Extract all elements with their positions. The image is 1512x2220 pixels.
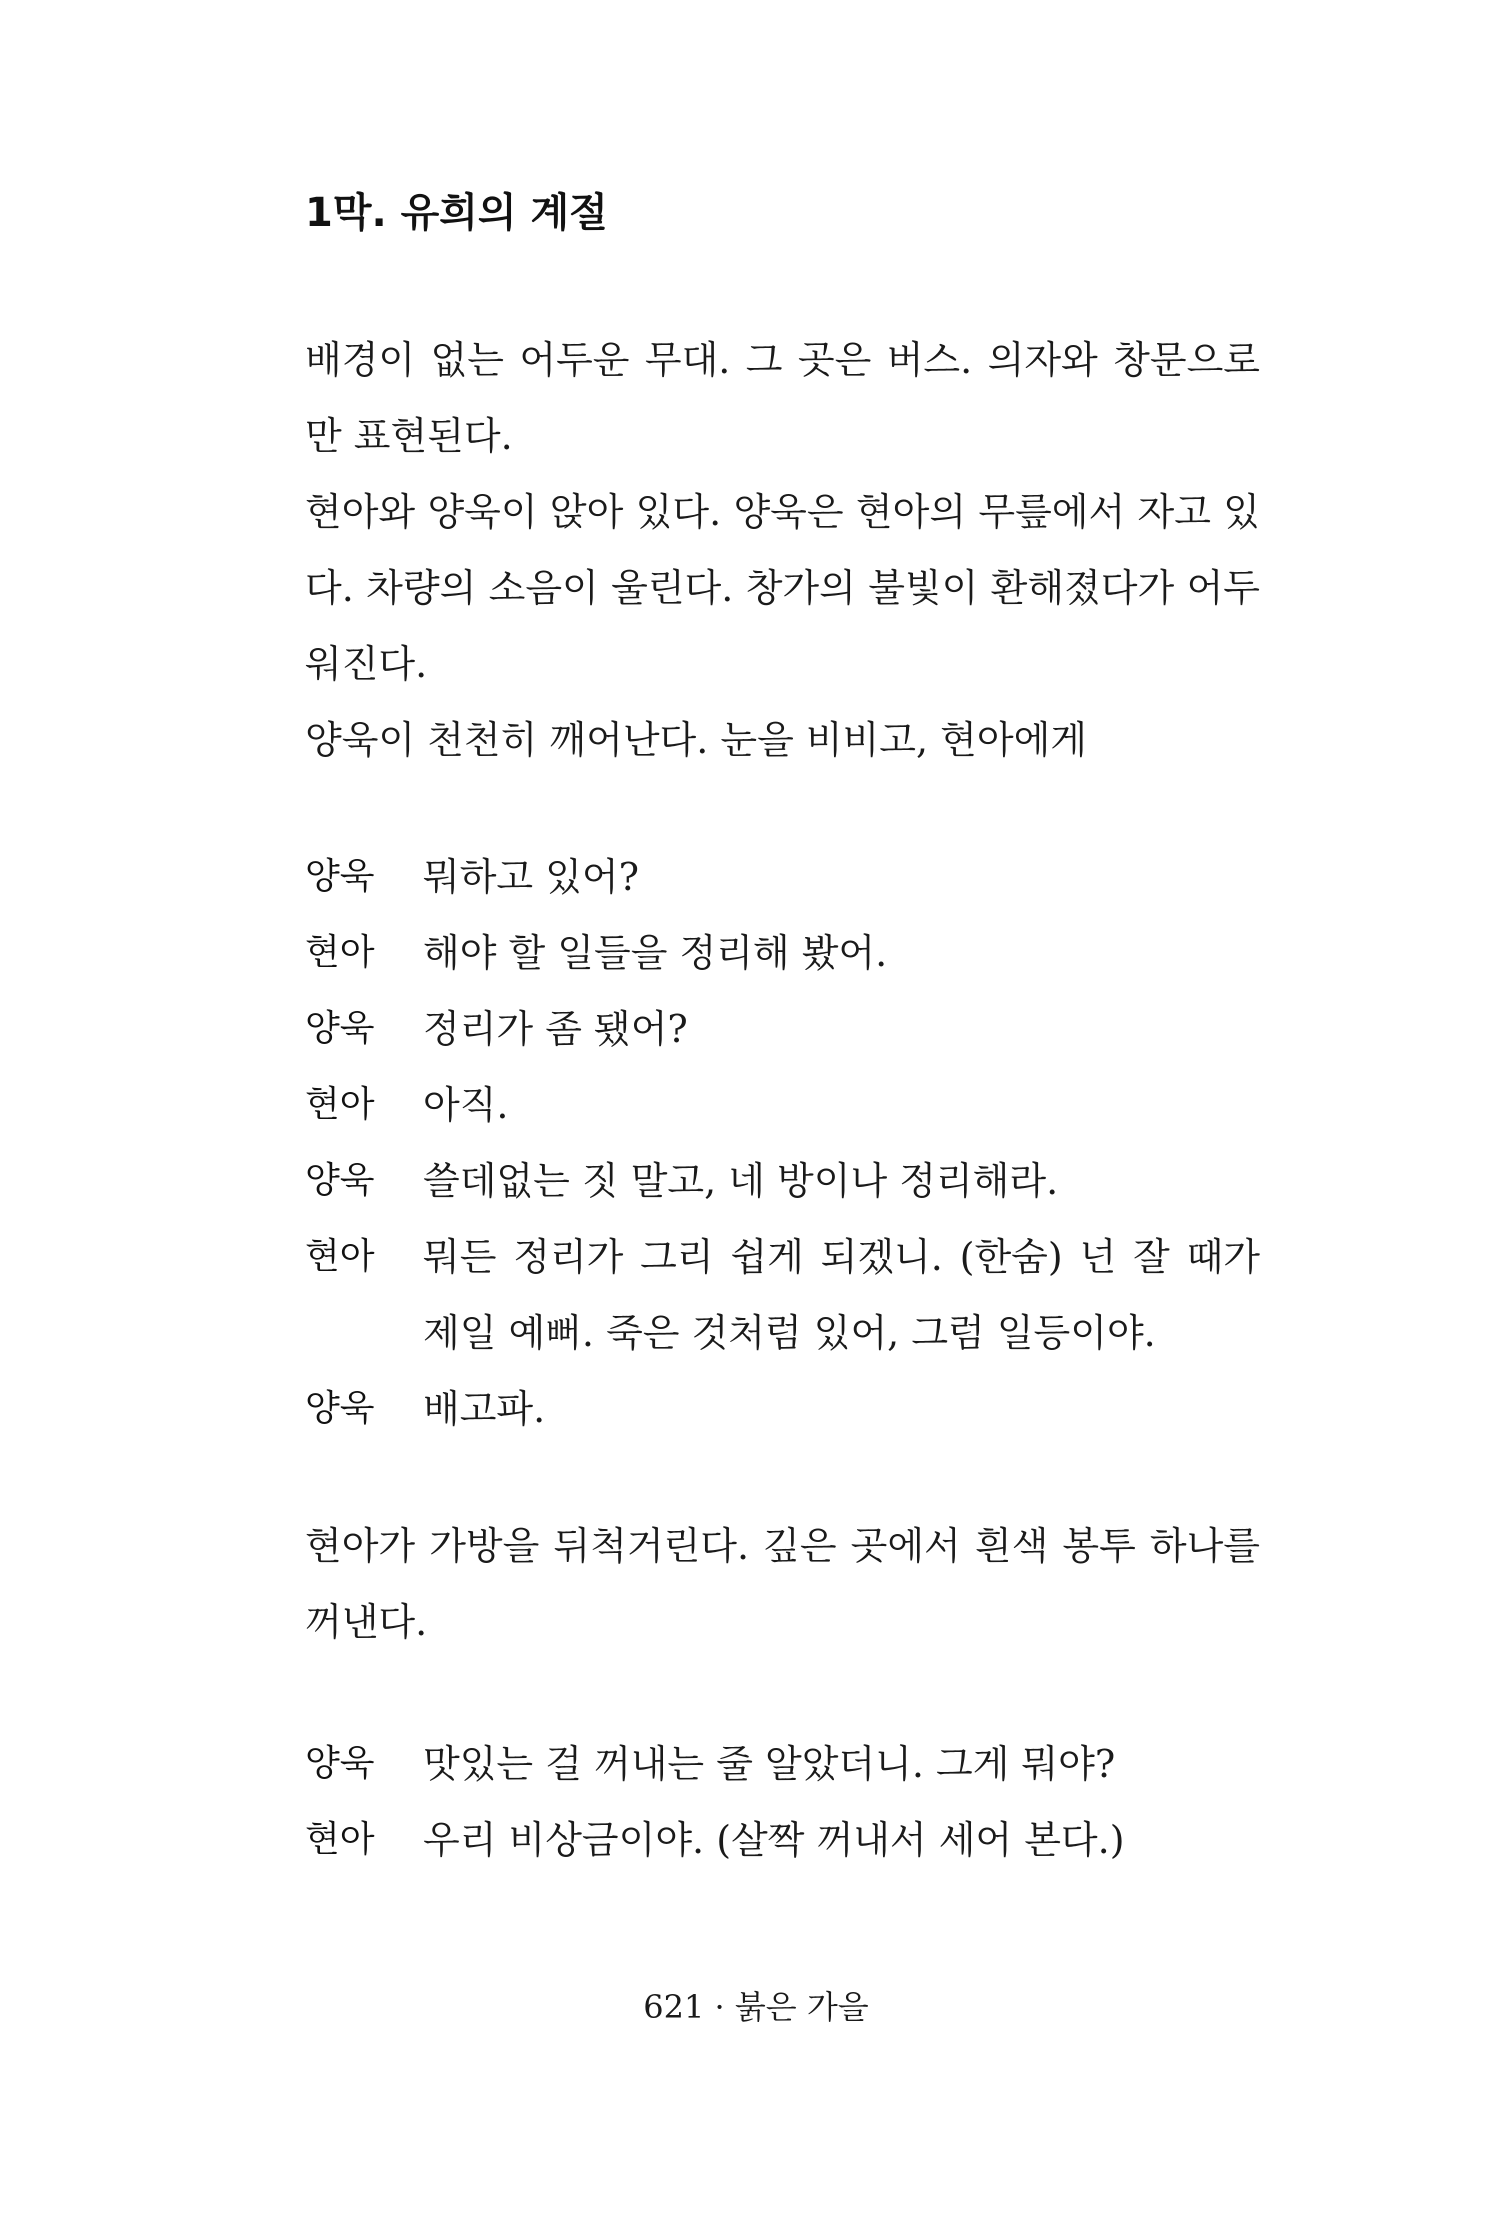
stage-direction-paragraph: 현아가 가방을 뒤척거린다. 깊은 곳에서 흰색 봉투 하나를 꺼낸다.	[305, 1524, 1260, 1644]
dialogue-line	[305, 1802, 1260, 1878]
spoken-line: 정리가 좀 됐어?	[423, 1007, 688, 1051]
speaker-name: 양욱	[305, 1743, 375, 1784]
stage-directions-envelope	[305, 1508, 1260, 1660]
dialogue-line	[305, 1371, 1260, 1447]
dialogue-line	[305, 839, 1260, 915]
page-footer	[0, 1985, 1512, 2029]
spoken-line: 맛있는 걸 꺼내는 줄 알았더니. 그게 뭐야?	[423, 1742, 1116, 1786]
spoken-line: 뭐하고 있어?	[423, 855, 639, 899]
dialogue-line	[305, 991, 1260, 1067]
spoken-line: 우리 비상금이야. (살짝 꺼내서 세어 본다.)	[423, 1818, 1125, 1862]
book-title: 붉은 가을	[734, 1988, 869, 2026]
spoken-line: 배고파.	[423, 1387, 546, 1431]
dialogue-line	[305, 1143, 1260, 1219]
stage-direction-paragraph: 양욱이 천천히 깨어난다. 눈을 비비고, 현아에게	[305, 718, 1088, 762]
spoken-line: 뭐든 정리가 그리 쉽게 되겠니. (한숨) 넌 잘 때가 제일 예뻐. 죽은 것처럼 있어, 그럼 일등이야.	[423, 1235, 1260, 1355]
dialogue-block-1	[305, 839, 1260, 1447]
stage-directions-opening	[305, 322, 1260, 778]
speaker-name: 현아	[305, 1819, 375, 1860]
spoken-line: 아직.	[423, 1083, 509, 1127]
act-heading: 1막. 유희의 계절	[305, 190, 608, 236]
spoken-line: 쓸데없는 짓 말고, 네 방이나 정리해라.	[423, 1159, 1059, 1203]
spoken-line: 해야 할 일들을 정리해 봤어.	[423, 931, 888, 975]
speaker-name: 양욱	[305, 1160, 375, 1201]
dialogue-block-2	[305, 1726, 1260, 1878]
dialogue-line	[305, 1726, 1260, 1802]
dialogue-line	[305, 1067, 1260, 1143]
speaker-name: 양욱	[305, 1388, 375, 1429]
footer-separator: ·	[714, 1988, 725, 2026]
speaker-name: 양욱	[305, 856, 375, 897]
dialogue-line	[305, 1219, 1260, 1371]
dialogue-line	[305, 915, 1260, 991]
speaker-name: 현아	[305, 932, 375, 973]
speaker-name: 현아	[305, 1236, 375, 1277]
stage-direction-paragraph: 현아와 양욱이 앉아 있다. 양욱은 현아의 무릎에서 자고 있다. 차량의 소음이 울린다. 창가의 불빛이 환해졌다가 어두워진다.	[305, 490, 1260, 686]
stage-direction-paragraph: 배경이 없는 어두운 무대. 그 곳은 버스. 의자와 창문으로만 표현된다.	[305, 338, 1260, 458]
page-number: 621	[643, 1988, 705, 2026]
speaker-name: 현아	[305, 1084, 375, 1125]
speaker-name: 양욱	[305, 1008, 375, 1049]
